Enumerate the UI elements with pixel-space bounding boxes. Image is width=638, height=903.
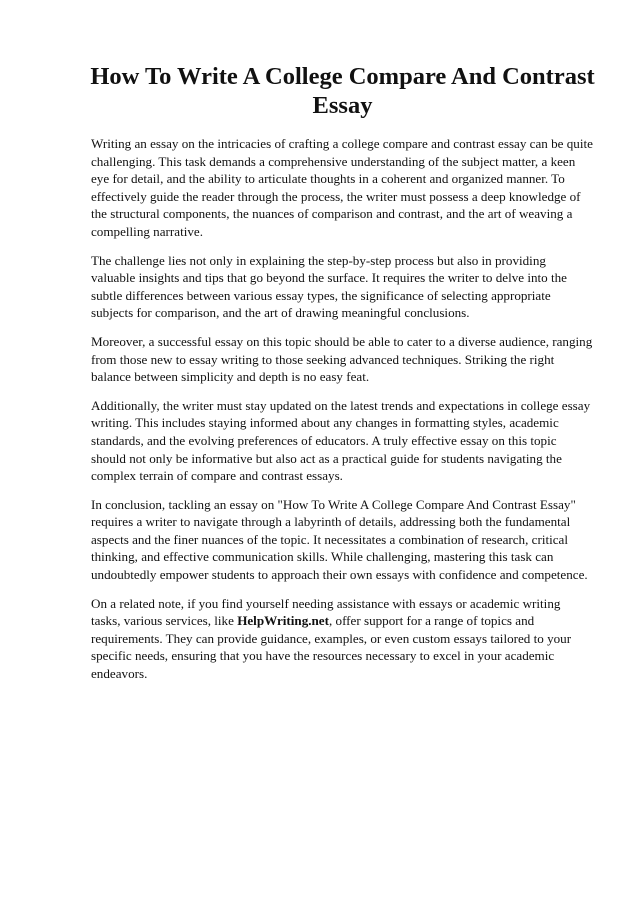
paragraph-6-rest: , offer support for a range of topics and requirements. They can provide guidance, examples, or even custom essays tailored to your specific needs, ensuring that you have the resources necessary to excel in your academic endeavors. (91, 613, 572, 682)
document-body (91, 135, 593, 694)
page-title: How To Write A College Compare And Contrast Essay (90, 63, 595, 119)
paragraph-4: Additionally, the writer must stay updated on the latest trends and expectations in college essay writing. This includes staying informed about any changes in formatting styles, academic standards, and the evolving preferences of educators. A truly effective essay on this topic should not only be informative but also act as a practical guide for students navigating the complex terrain of compare and contrast essays. (91, 397, 591, 484)
paragraph-6 (91, 595, 593, 683)
paragraph-3: Moreover, a successful essay on this topic should be able to cater to a diverse audience, ranging from those new to essay writing to those seeking advanced techniques. Striking the right balance between simplicity and depth is no easy feat. (91, 333, 593, 385)
paragraph-2: The challenge lies not only in explaining the step-by-step process but also in providing valuable insights and tips that go beyond the surface. It requires the writer to delve into the subtle differences between various essay types, the significance of selecting appropriate subjects for comparison, and the art of drawing meaningful conclusions. (91, 252, 567, 321)
brand-name: HelpWriting.net (237, 613, 329, 629)
paragraph-6-intro: On a related note, if you find yourself needing assistance with essays or academic writing tasks, various services, like (91, 595, 561, 629)
paragraph-1: Writing an essay on the intricacies of crafting a college compare and contrast essay can be quite challenging. This task demands a comprehensive understanding of the subject matter, a keen eye for detail, and the ability to articulate thoughts in a coherent and organized manner. To effectively guide the reader through the process, the writer must possess a deep knowledge of the structural components, the nuances of comparison and contrast, and the art of weaving a compelling narrative. (91, 136, 593, 239)
paragraph-5: In conclusion, tackling an essay on "How To Write A College Compare And Contrast Essay" requires a writer to navigate through a labyrinth of details, addressing both the fundamental aspects and the finer nuances of the topic. It necessitates a combination of research, critical thinking, and effective communication skills. While challenging, mastering this task can undoubtedly empower students to approach their own essays with confidence and competence. (91, 496, 588, 583)
